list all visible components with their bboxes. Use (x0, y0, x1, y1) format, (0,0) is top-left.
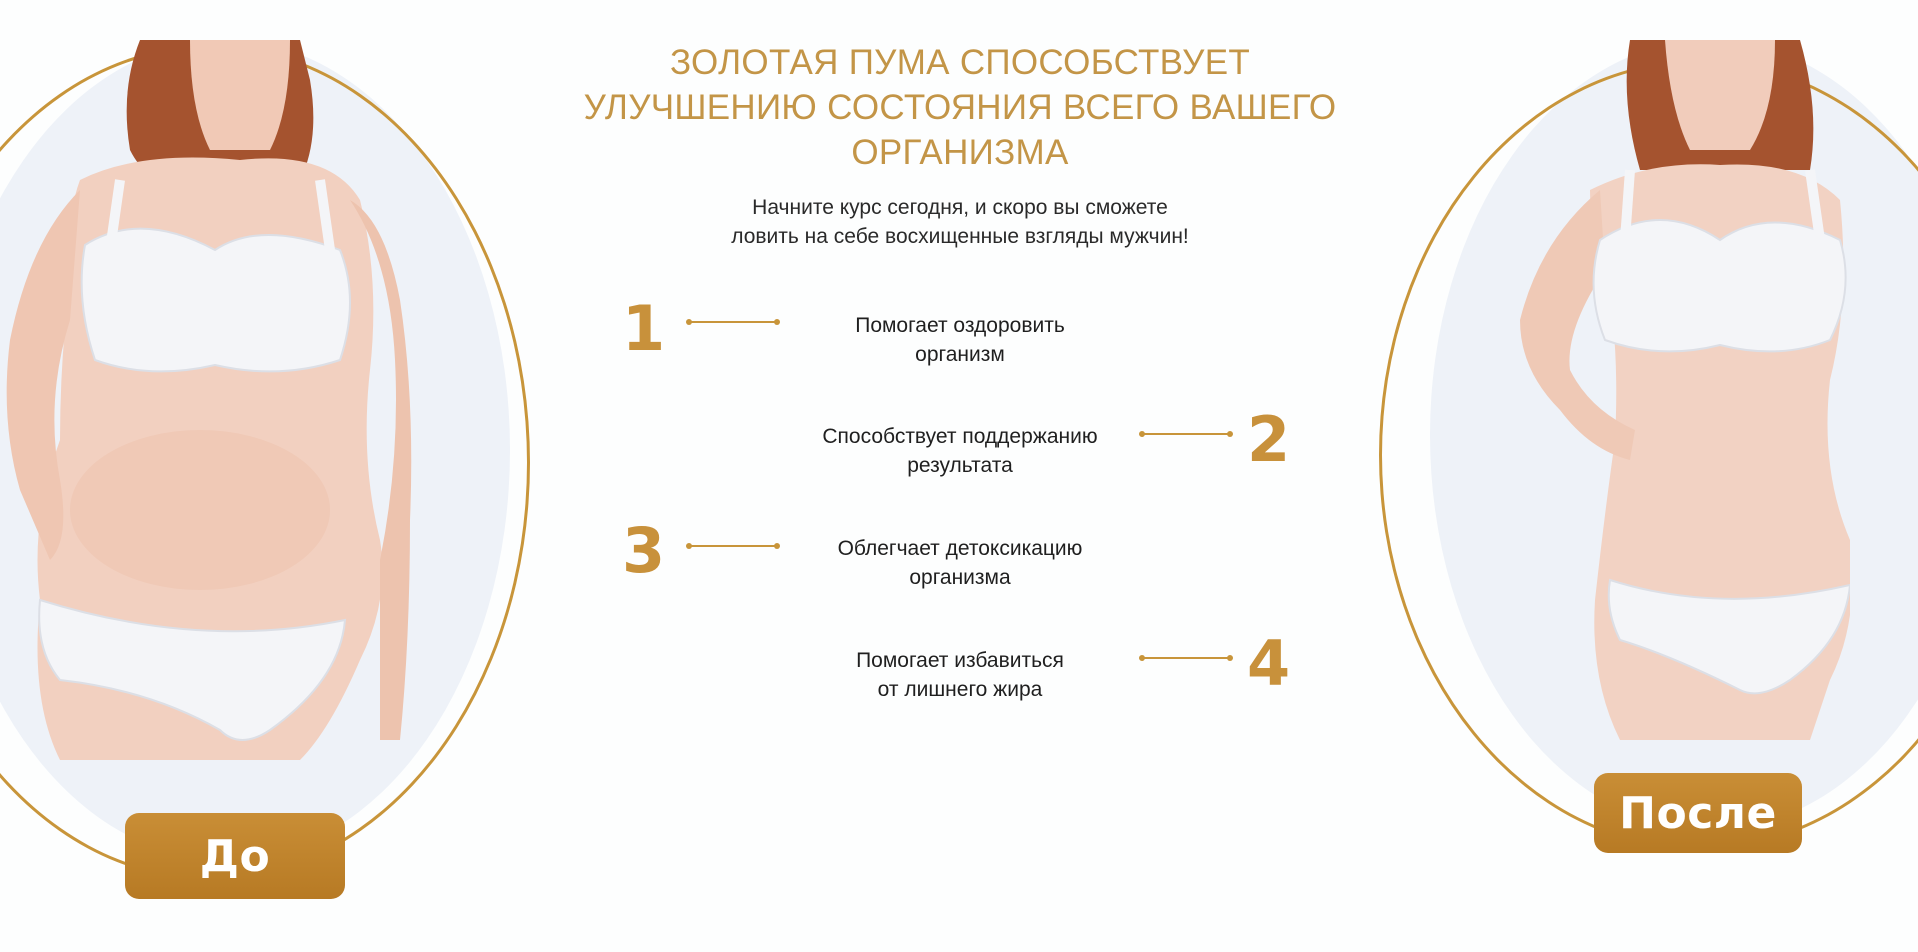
benefit-number-4: 4 (1247, 627, 1291, 700)
benefit-text-line: Помогает избавиться (856, 649, 1064, 672)
benefit-text-line: организм (915, 343, 1005, 366)
after-panel (1370, 0, 1918, 952)
benefit-text-line: Способствует поддержанию (822, 425, 1098, 448)
benefit-text-line: организма (909, 566, 1011, 589)
benefit-text-1 (780, 311, 1140, 369)
main-title-line: ЗОЛОТАЯ ПУМА СПОСОБСТВУЕТ (669, 43, 1251, 82)
benefit-text-3 (780, 534, 1140, 592)
benefit-text-line: Помогает оздоровить (855, 314, 1065, 337)
benefit-connector-4 (1142, 657, 1230, 659)
benefit-number-3: 3 (622, 514, 666, 587)
after-badge: После (1594, 773, 1802, 853)
benefit-text-line: Облегчает детоксикацию (837, 537, 1083, 560)
main-title (520, 40, 1400, 175)
benefit-number-1: 1 (622, 292, 666, 365)
benefit-text-line: от лишнего жира (877, 678, 1043, 701)
benefit-text-line: результата (907, 454, 1013, 477)
benefit-connector-3 (689, 545, 777, 547)
before-panel (0, 0, 540, 952)
benefit-text-4 (780, 646, 1140, 704)
after-photo (1390, 40, 1850, 740)
subtitle-line: ловить на себе восхищенные взгляды мужчин! (731, 225, 1189, 248)
subtitle-line: Начните курс сегодня, и скоро вы сможете (752, 196, 1168, 219)
benefit-connector-1 (689, 321, 777, 323)
main-title-line: УЛУЧШЕНИЮ СОСТОЯНИЯ ВСЕГО ВАШЕГО (583, 88, 1337, 127)
before-photo (0, 40, 440, 760)
benefit-connector-2 (1142, 433, 1230, 435)
benefit-number-2: 2 (1247, 403, 1291, 476)
benefit-text-2 (780, 422, 1140, 480)
before-badge: До (125, 813, 345, 899)
main-title-line: ОРГАНИЗМА (851, 133, 1069, 172)
subtitle (620, 193, 1300, 251)
